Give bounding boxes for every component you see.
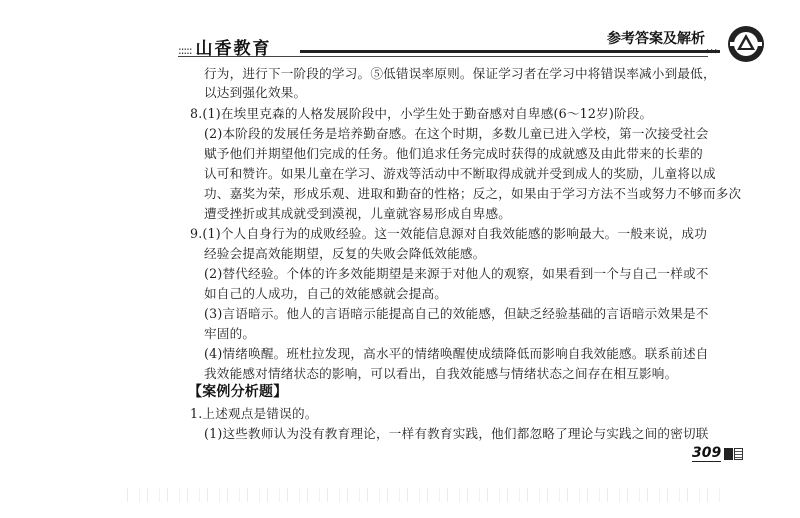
page-footer: [692, 445, 744, 462]
text-line: 9.(1)个人自身行为的成败经验。这一效能信息源对自我效能感的影响最大。一般来说，成功: [190, 226, 708, 241]
text-line: 功、嘉奖为荣，形成乐观、进取和勤奋的性格；反之，如果由于学习方法不当或努力不够而多次: [204, 186, 742, 201]
text-line: 赋予他们并期望他们完成的任务。他们追求任务完成时获得的成就感及由此带来的长辈的: [204, 146, 703, 161]
text-line: 遭受挫折或其成就受到漠视，儿童就容易形成自卑感。: [204, 206, 512, 221]
header-rule-thick: [300, 50, 720, 53]
text-line: 1.上述观点是错误的。: [190, 406, 318, 421]
text-line: (1)这些教师认为没有教育理论，一样有教育实践，他们都忽略了理论与实践之间的密切联: [204, 426, 709, 441]
text-line: 以达到强化效果。: [204, 85, 307, 100]
publisher-logo-icon: [726, 24, 766, 64]
header-title: 参考答案及解析: [603, 28, 709, 48]
brand-dots: :::::: [178, 44, 192, 57]
text-line: 如自己的人成功，自己的效能感就会提高。: [204, 286, 448, 301]
book-icon: [724, 447, 744, 461]
text-line: 8.(1)在埃里克森的人格发展阶段中，小学生处于勤奋感对自卑感(6～12岁)阶段。: [190, 106, 653, 121]
section-heading: 【案例分析题】: [188, 384, 288, 400]
text-line: (3)言语暗示。他人的言语暗示能提高自己的效能感，但缺乏经验基础的言语暗示效果是不: [204, 306, 709, 321]
scan-noise: [120, 488, 720, 502]
text-line: 行为，进行下一阶段的学习。⑤低错误率原则。保证学习者在学习中将错误率减小到最低，: [204, 66, 716, 81]
text-line: (2)本阶段的发展任务是培养勤奋感。在这个时期，多数儿童已进入学校，第一次接受社会: [204, 126, 709, 141]
header-chevrons: ›››: [706, 46, 719, 57]
brand-name: 山香教育: [195, 39, 272, 59]
page-header: [178, 24, 770, 64]
page-number: 309: [692, 445, 722, 461]
text-line: 我效能感对情绪状态的影响，可以看出，自我效能感与情绪状态之间存在相互影响。: [204, 366, 678, 381]
text-line: 牢固的。: [204, 326, 256, 341]
text-line: (2)替代经验。个体的许多效能期望是来源于对他人的观察，如果看到一个与自己一样或不: [204, 266, 709, 281]
header-rule-thin: [178, 56, 708, 57]
text-line: 认可和赞许。如果儿童在学习、游戏等活动中不断取得成就并受到成人的奖励，儿童将以成: [204, 166, 716, 181]
text-line: (4)情绪唤醒。班杜拉发现，高水平的情绪唤醒使成绩降低而影响自我效能感。联系前述自: [204, 346, 709, 361]
text-line: 经验会提高效能期望，反复的失败会降低效能感。: [204, 246, 486, 261]
